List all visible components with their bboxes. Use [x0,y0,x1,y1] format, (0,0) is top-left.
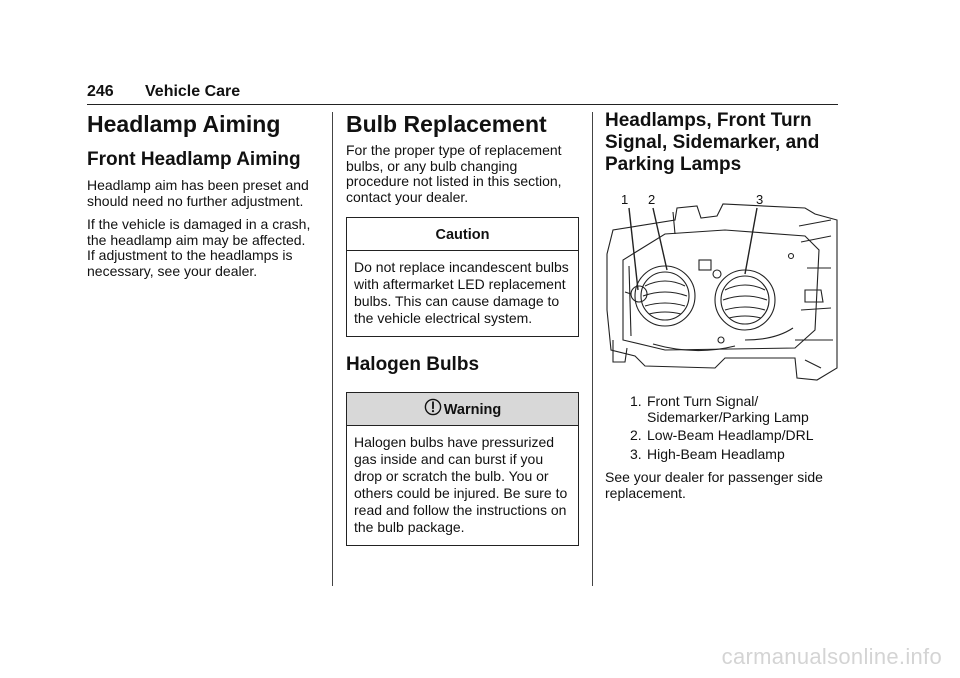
watermark: carmanualsonline.info [721,644,942,669]
warning-symbol-icon [424,398,442,416]
passenger-side-note: See your dealer for passenger side replacement. [605,469,823,501]
legend-text: High-Beam Headlamp [647,445,785,462]
callout-1: 1 [621,192,629,207]
column-divider-2 [592,112,593,586]
legend-number: 3. [630,445,642,462]
warning-title: Warning [443,402,502,418]
legend-number: 1. [630,393,642,409]
column-2 [346,110,579,546]
column-1 [87,110,317,279]
column-3 [605,110,838,176]
aiming-paragraph-2: If the vehicle is damaged in a crash, the headlamp aim may be affected. If adjustment to the headlamps is necessary, see your dealer. [87,216,311,279]
warning-body: Halogen bulbs have pressurized gas inside and can burst if you drop or scratch the bulb. You or others could be injured. Be sure to read and follow the instructions on the bulb package. [354,434,568,535]
legend-item [605,428,838,444]
caution-title: Caution [347,218,578,251]
legend-number: 2. [630,427,642,443]
warning-header [347,393,578,426]
figure-legend [605,394,838,462]
legend-text: Front Turn Signal/ Sidemarker/Parking Lamp [647,393,809,425]
page-number: 246 [87,83,114,100]
figure-legend-block [605,394,838,501]
legend-text: Low-Beam Headlamp/DRL [647,427,814,443]
headlamp-assembly-figure [605,190,838,382]
section-title: Vehicle Care [145,83,241,100]
bulb-replacement-heading: Bulb Replacement [346,111,547,137]
page-header [87,83,838,101]
headlamp-diagram [605,190,838,382]
column-divider-1 [332,112,333,586]
front-headlamp-aiming-heading: Front Headlamp Aiming [87,149,301,170]
bulb-replacement-intro: For the proper type of replacement bulbs, or any bulb changing procedure not listed in this section, contact your dealer. [346,142,562,205]
headlamps-heading: Headlamps, Front Turn Signal, Sidemarker, and Parking Lamps [605,110,820,175]
legend-item [605,394,838,425]
header-rule [87,104,838,105]
headlamp-aiming-heading: Headlamp Aiming [87,111,281,137]
caution-box [346,217,579,337]
aiming-paragraph-1: Headlamp aim has been preset and should need no further adjustment. [87,177,309,209]
legend-item [605,447,838,463]
caution-body: Do not replace incandescent bulbs with aftermarket LED replacement bulbs. This can cause damage to the vehicle electrical system. [354,259,569,326]
callout-2: 2 [648,192,656,207]
callout-3: 3 [756,192,764,207]
halogen-bulbs-heading: Halogen Bulbs [346,354,480,375]
warning-box [346,392,579,546]
